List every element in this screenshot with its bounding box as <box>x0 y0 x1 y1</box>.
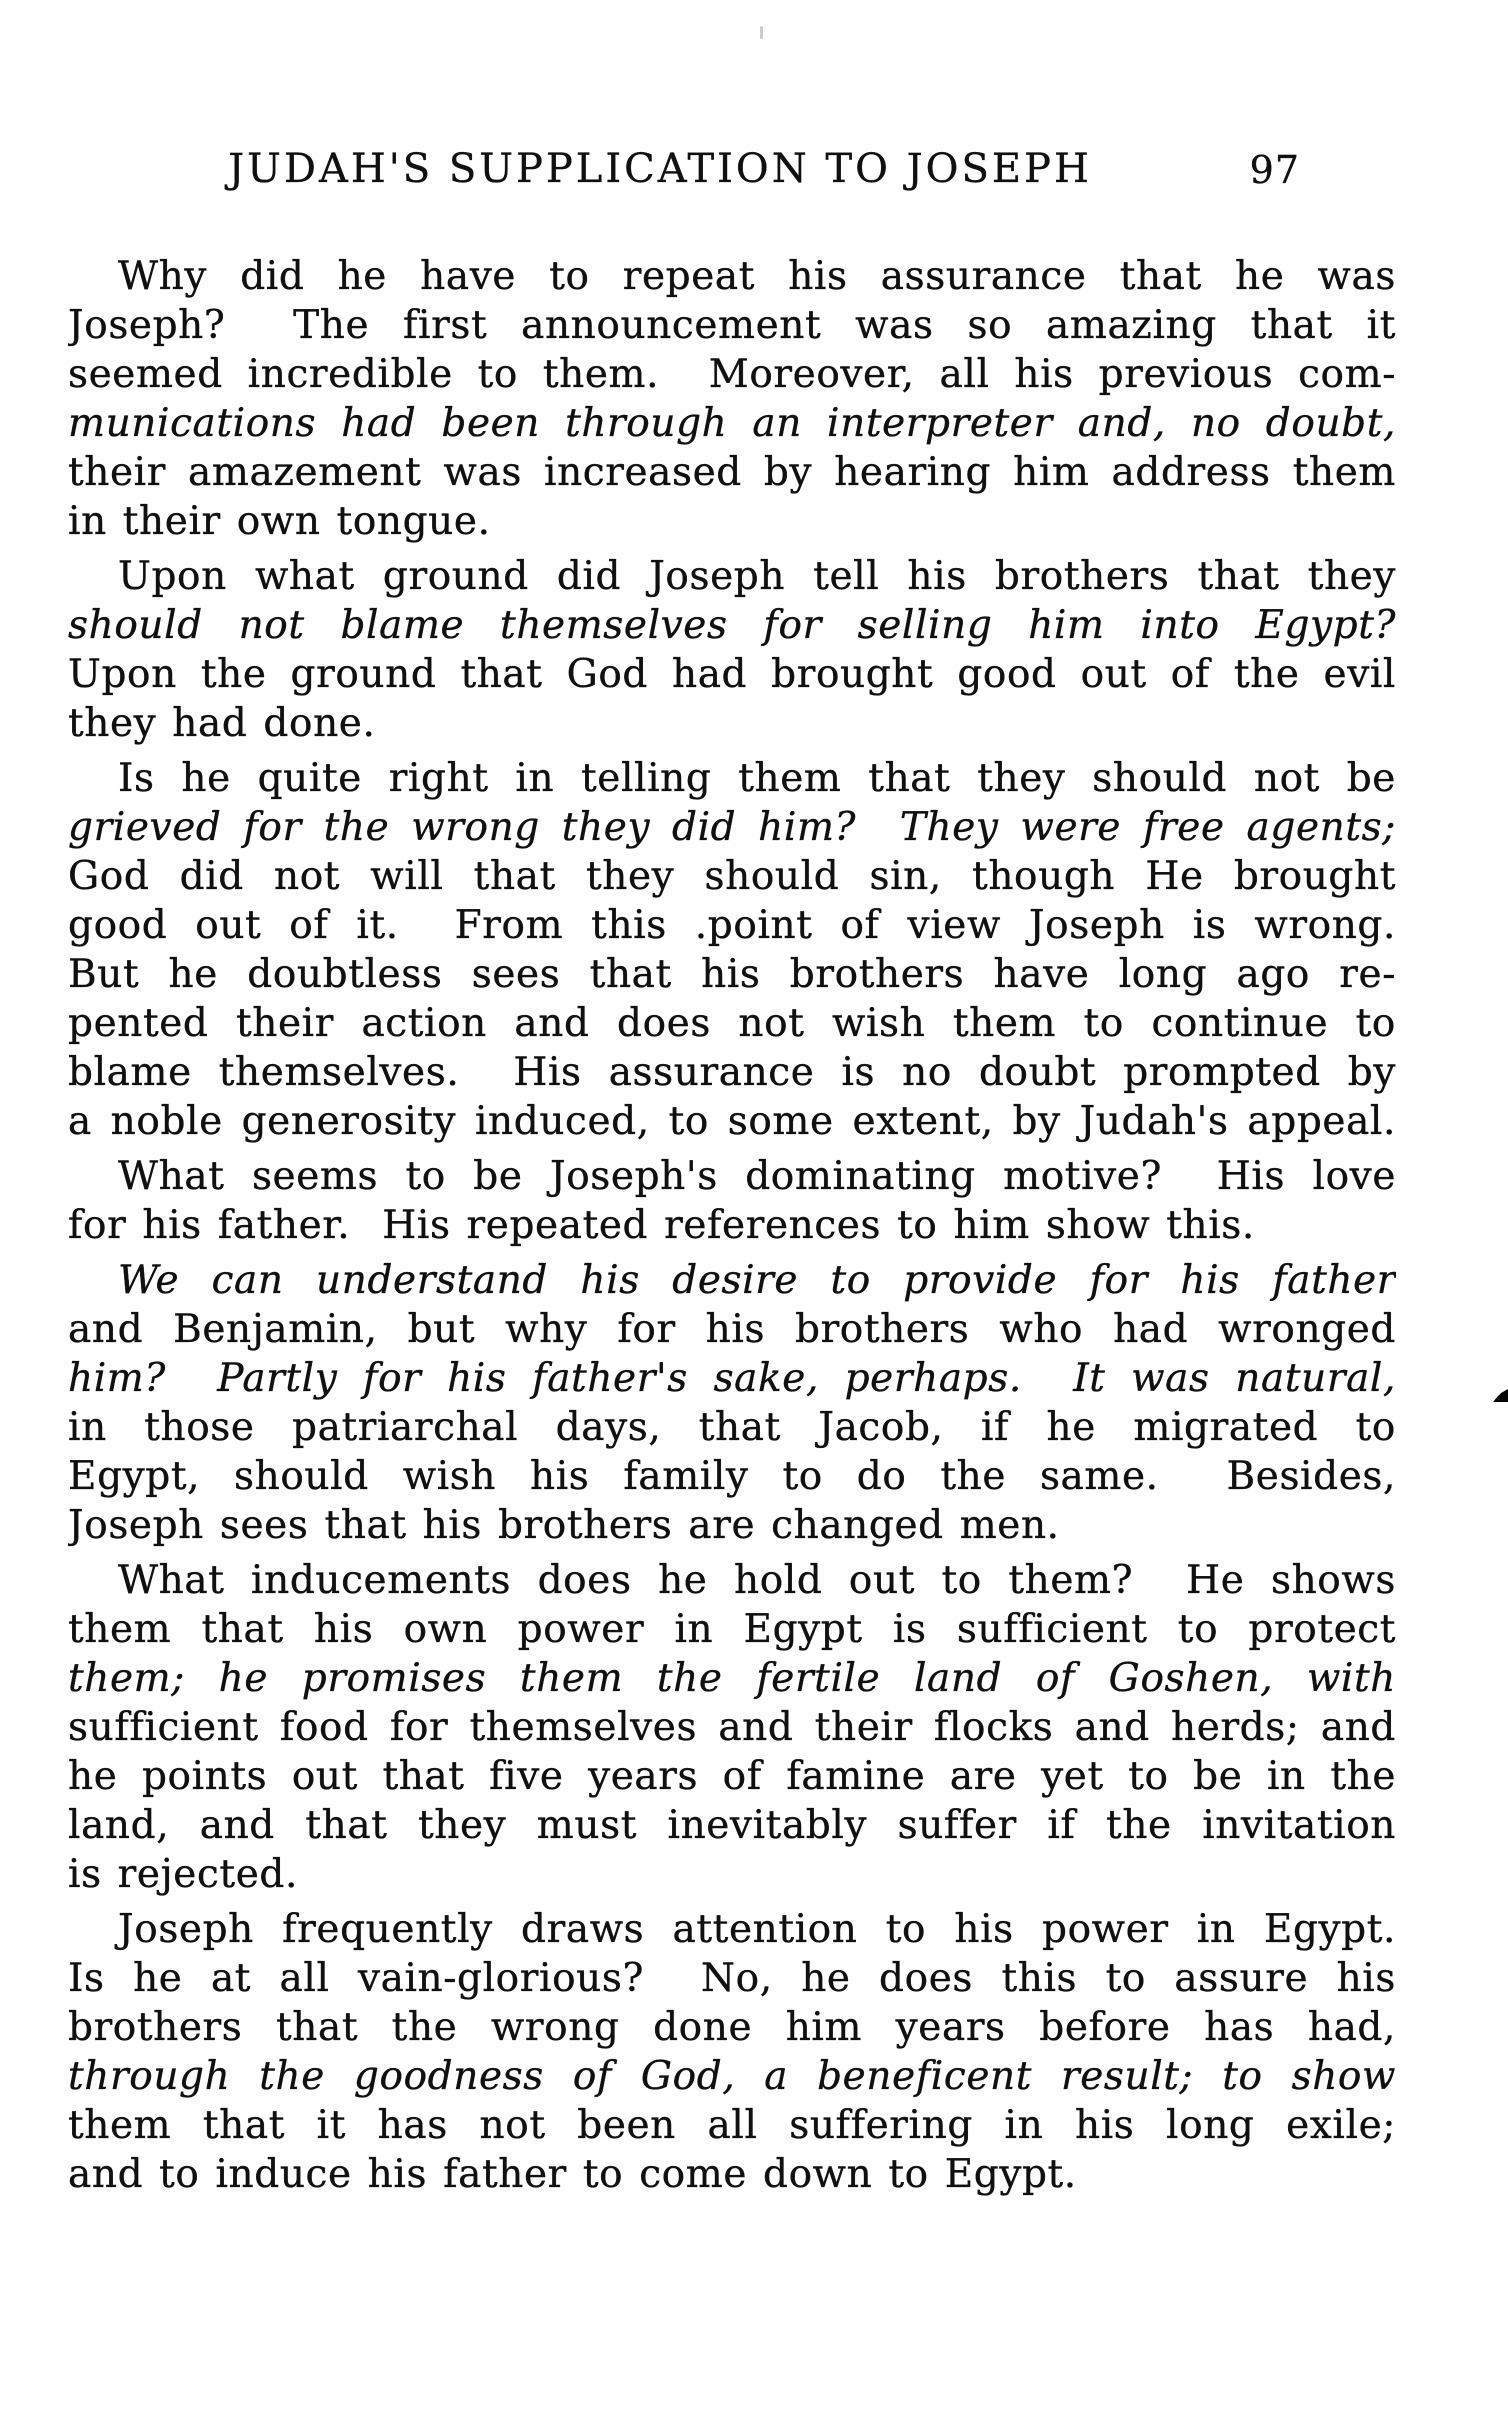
text-line: them that his own power in Egypt is sufficient to protect <box>68 1607 1396 1652</box>
text-line: them that it has not been all suffering in his long exile; <box>68 2103 1396 2148</box>
text-line: good out of it. From this .point of view Joseph is wrong. <box>68 903 1396 948</box>
paragraph <box>68 252 1396 546</box>
text-line: What inducements does he hold out to them? He shows <box>118 1558 1396 1603</box>
text-line: them; he promises them the fertile land of Goshen, with <box>68 1656 1396 1701</box>
text-line: God did not will that they should sin, though He brought <box>68 854 1396 899</box>
text-line: is rejected. <box>68 1852 298 1897</box>
text-line: and Benjamin, but why for his brothers who had wronged <box>68 1307 1396 1352</box>
paragraph <box>68 1556 1396 1899</box>
text-line: Is he quite right in telling them that they should not be <box>118 756 1396 801</box>
text-line: in their own tongue. <box>68 499 491 544</box>
text-line: grieved for the wrong they did him? They were free agents; <box>68 805 1396 850</box>
text-line: their amazement was increased by hearing him address them <box>68 450 1396 495</box>
page-header <box>68 146 1396 192</box>
text-line: Joseph sees that his brothers are changed men. <box>68 1503 1060 1548</box>
page-number: 97 <box>1249 148 1300 192</box>
paragraph <box>68 754 1396 1146</box>
text-line: Is he at all vain-glorious? No, he does this to assure his <box>68 1956 1396 2001</box>
ink-blot-mark <box>1493 1389 1508 1402</box>
text-line: Joseph? The first announcement was so amazing that it <box>68 303 1396 348</box>
text-line: munications had been through an interpreter and, no doubt, <box>68 401 1396 446</box>
text-line: We can understand his desire to provide for his father <box>118 1258 1396 1303</box>
text-line: pented their action and does not wish them to continue to <box>68 1001 1396 1046</box>
page-body <box>68 252 1396 2199</box>
text-line: sufficient food for themselves and their flocks and herds; and <box>68 1705 1396 1750</box>
paragraph <box>68 1152 1396 1250</box>
text-line: brothers that the wrong done him years before has had, <box>68 2005 1396 2050</box>
text-line: Egypt, should wish his family to do the same. Besides, <box>68 1454 1396 1499</box>
text-line: him? Partly for his father's sake, perhaps. It was natural, <box>68 1356 1396 1401</box>
text-line: they had done. <box>68 701 376 746</box>
text-line: What seems to be Joseph's dominating motive? His love <box>118 1154 1396 1199</box>
text-line: But he doubtless sees that his brothers have long ago re- <box>68 952 1396 997</box>
text-line: seemed incredible to them. Moreover, all his previous com- <box>68 352 1396 397</box>
running-title: JUDAH'S SUPPLICATION TO JOSEPH <box>228 146 1092 192</box>
text-line: in those patriarchal days, that Jacob, if he migrated to <box>68 1405 1396 1450</box>
paragraph <box>68 1905 1396 2199</box>
paragraph <box>68 552 1396 748</box>
paragraph <box>68 1256 1396 1550</box>
text-line: land, and that they must inevitably suffer if the invitation <box>68 1803 1396 1848</box>
scan-artifact-mark <box>760 26 763 39</box>
text-line: blame themselves. His assurance is no doubt prompted by <box>68 1050 1396 1095</box>
text-line: a noble generosity induced, to some extent, by Judah's appeal. <box>68 1099 1396 1144</box>
text-line: and to induce his father to come down to Egypt. <box>68 2152 1077 2197</box>
text-line: Upon the ground that God had brought good out of the evil <box>68 652 1396 697</box>
text-line: Upon what ground did Joseph tell his brothers that they <box>118 554 1396 599</box>
text-line: he points out that five years of famine are yet to be in the <box>68 1754 1396 1799</box>
text-line: should not blame themselves for selling him into Egypt? <box>68 603 1396 648</box>
text-line: for his father. His repeated references to him show this. <box>68 1203 1255 1248</box>
text-line: through the goodness of God, a beneficent result; to show <box>68 2054 1396 2099</box>
text-line: Why did he have to repeat his assurance that he was <box>118 254 1396 299</box>
text-line: Joseph frequently draws attention to his power in Egypt. <box>118 1907 1396 1952</box>
